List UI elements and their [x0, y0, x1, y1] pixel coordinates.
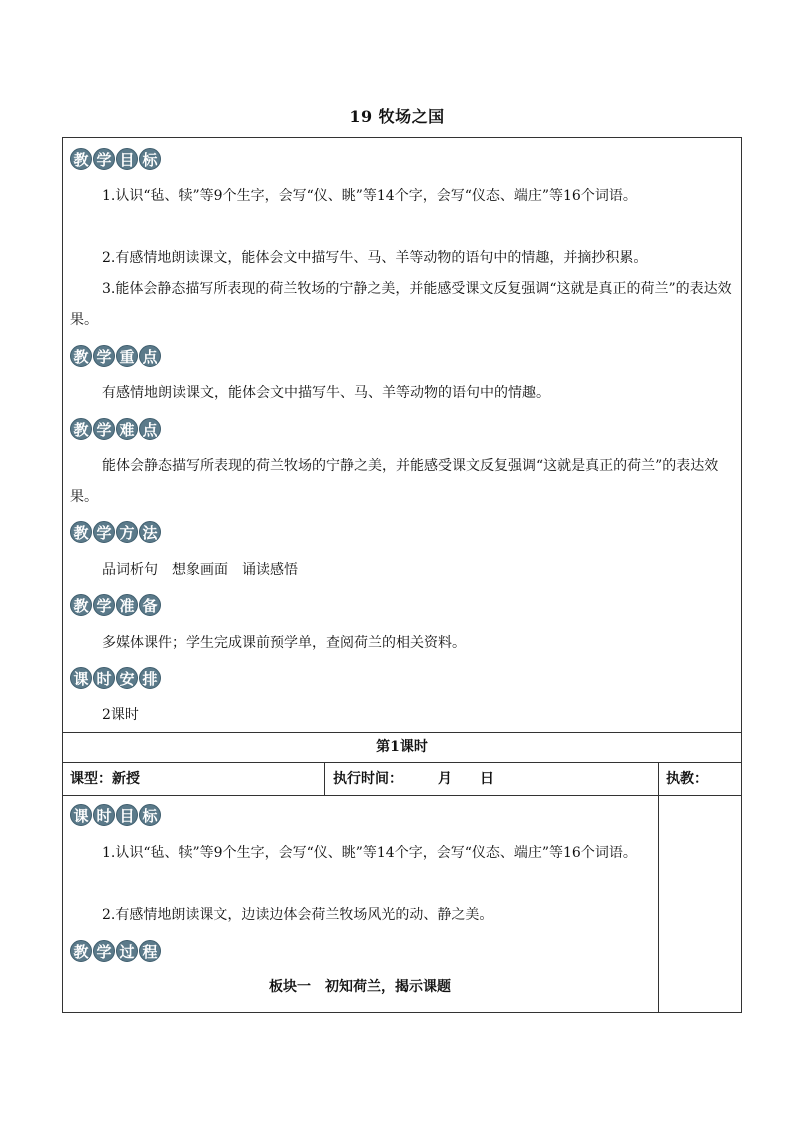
- lesson-goal-2: 2.有感情地朗读课文，边读边体会荷兰牧场风光的动、静之美。: [102, 907, 494, 923]
- section-badge-preparation: 教 学 准 备: [70, 594, 161, 616]
- goal-item-1: 1.认识“毡、犊”等9个生字，会写“仪、眺”等14个字，会写“仪态、端庄”等16个词语。: [102, 188, 637, 204]
- lesson-heading: 第1课时: [376, 739, 428, 755]
- section-badge-schedule: 课 时 安 排: [70, 667, 161, 689]
- section-badge-difficulties: 教 学 难 点: [70, 418, 161, 440]
- divider: [62, 732, 742, 733]
- schedule-text: 2课时: [102, 707, 139, 723]
- divider: [62, 795, 742, 796]
- difficulty-text: 能体会静态描写所表现的荷兰牧场的宁静之美，并能感受课文反复强调“这就是真正的荷兰”的表达效果。: [70, 458, 719, 505]
- section-badge-methods: 教 学 方 法: [70, 521, 161, 543]
- goal-item-2: 2.有感情地朗读课文，能体会文中描写牛、马、羊等动物的语句中的情趣，并摘抄积累。: [102, 250, 648, 266]
- divider: [658, 762, 659, 1013]
- keypoint-text: 有感情地朗读课文，能体会文中描写牛、马、羊等动物的语句中的情趣。: [102, 385, 550, 401]
- divider: [62, 762, 742, 763]
- section-badge-goals: 教 学 目 标: [70, 148, 161, 170]
- lesson-type: 课型：新授: [70, 771, 140, 787]
- teacher-label: 执教：: [666, 771, 708, 787]
- methods-text: 品词析句 想象画面 诵读感悟: [102, 562, 298, 578]
- section-badge-process: 教 学 过 程: [70, 940, 161, 962]
- goal-item-3: 3.能体会静态描写所表现的荷兰牧场的宁静之美，并能感受课文反复强调“这就是真正的荷兰”的表达效果。: [70, 281, 732, 328]
- section-badge-lesson-goals: 课 时 目 标: [70, 804, 161, 826]
- block-heading: 板块一 初知荷兰，揭示课题: [269, 979, 451, 995]
- lesson-goal-1: 1.认识“毡、犊”等9个生字，会写“仪、眺”等14个字，会写“仪态、端庄”等16个词语。: [102, 845, 637, 861]
- page-title: 19 牧场之国: [349, 107, 445, 126]
- divider: [324, 762, 325, 795]
- execution-time: 执行时间： 月 日: [333, 771, 494, 787]
- section-badge-keypoints: 教 学 重 点: [70, 345, 161, 367]
- preparation-text: 多媒体课件；学生完成课前预学单，查阅荷兰的相关资料。: [102, 635, 466, 651]
